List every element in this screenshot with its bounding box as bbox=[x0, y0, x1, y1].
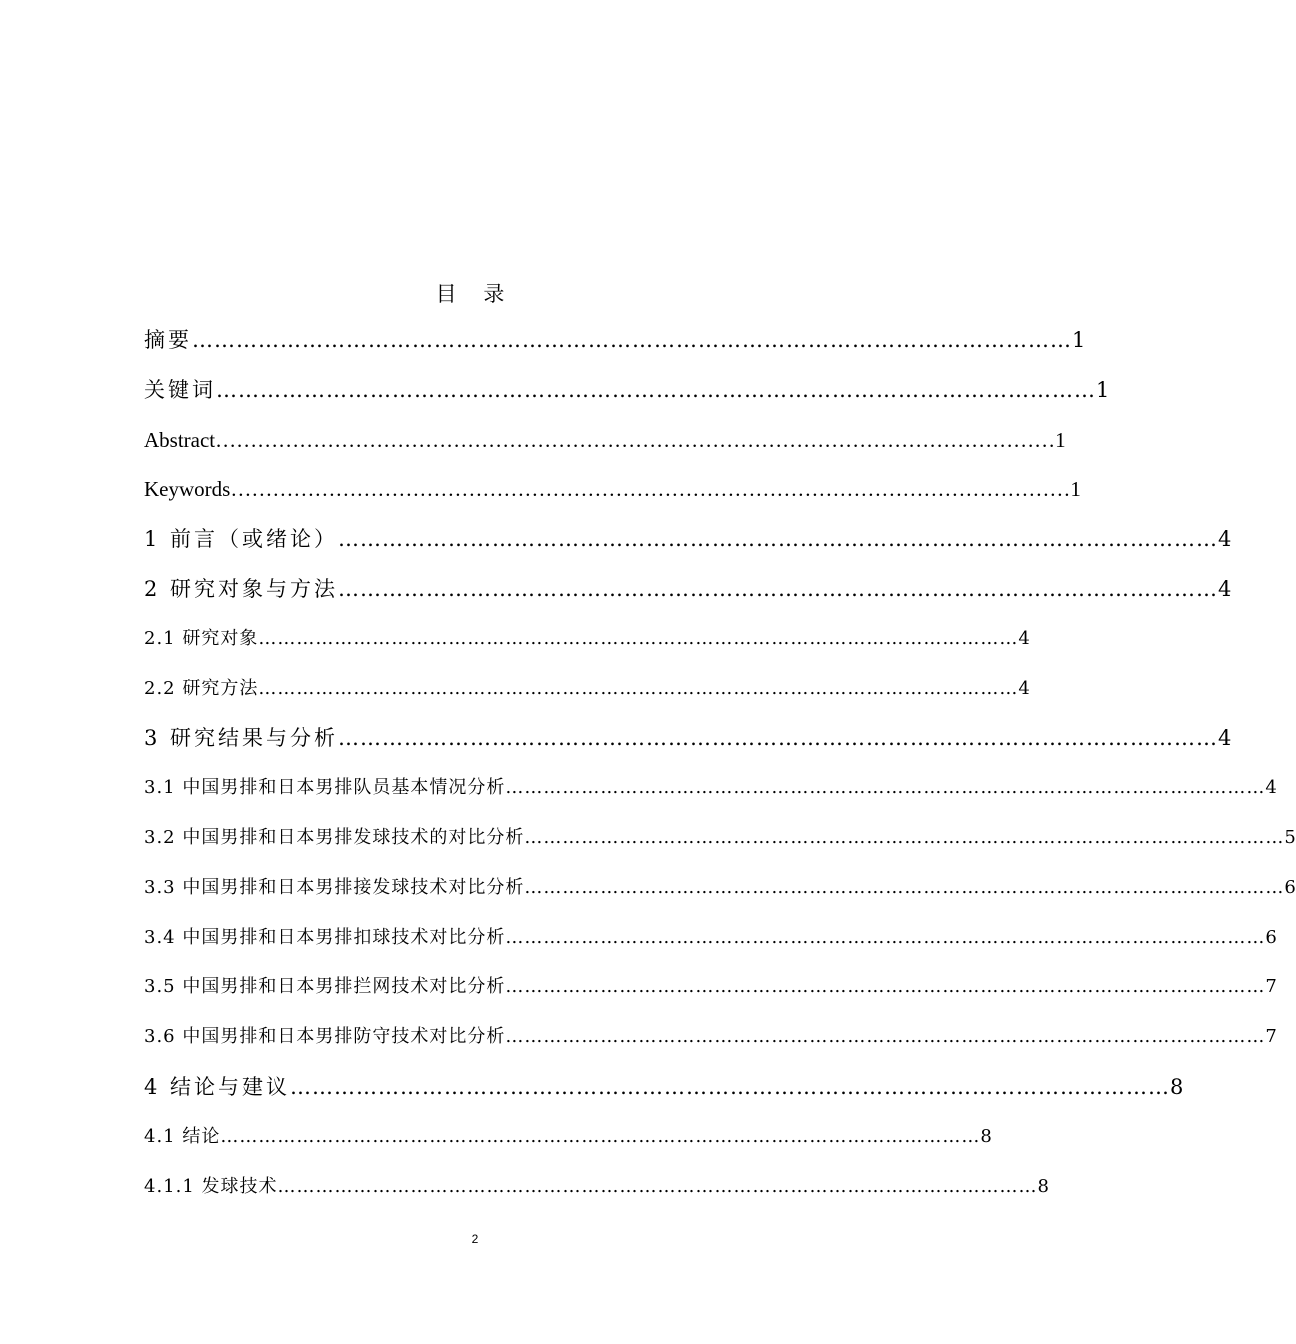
table-of-contents bbox=[144, 326, 1296, 1222]
dot-leader: ………………………………………………………………………………………………………… bbox=[277, 1175, 1038, 1197]
toc-entry-label: 3.3 中国男排和日本男排接发球技术对比分析 bbox=[144, 876, 525, 898]
toc-entry[interactable] bbox=[144, 426, 1066, 476]
toc-entry-label: 3 研究结果与分析 bbox=[144, 726, 339, 751]
dot-leader: ………………………………………………………………………………………………………… bbox=[216, 377, 1096, 402]
toc-entry-page: 7 bbox=[1265, 1026, 1277, 1048]
dot-leader: ………………………………………………………………………………………………………… bbox=[505, 926, 1266, 948]
toc-entry-page: 4 bbox=[1218, 576, 1232, 601]
toc-entry-page: 6 bbox=[1265, 926, 1277, 948]
dot-leader: ………………………………………………………………………………………………………… bbox=[524, 826, 1285, 848]
toc-entry[interactable] bbox=[144, 874, 1296, 924]
toc-entry-page: 6 bbox=[1284, 876, 1296, 898]
dot-leader: ………………………………………………………………………………………………………… bbox=[505, 777, 1266, 799]
toc-entry-page: 4 bbox=[1265, 777, 1277, 799]
page-number: 2 bbox=[471, 1232, 479, 1246]
toc-entry-page: 8 bbox=[1037, 1175, 1049, 1197]
toc-entry-label: 4.1 结论 bbox=[144, 1125, 221, 1147]
toc-entry-label: 1 前言（或绪论） bbox=[144, 527, 339, 552]
dot-leader: ………………………………………………………………………………………………………… bbox=[505, 1026, 1266, 1048]
toc-entry-label: 2.2 研究方法 bbox=[144, 677, 259, 699]
toc-entry-label: 2 研究对象与方法 bbox=[144, 576, 339, 601]
dot-leader: ………………………………………………………………………………………………………… bbox=[230, 477, 1071, 502]
toc-entry-label: 3.2 中国男排和日本男排发球技术的对比分析 bbox=[144, 826, 525, 848]
toc-entry[interactable] bbox=[144, 675, 1030, 725]
toc-entry-page: 7 bbox=[1265, 976, 1277, 998]
dot-leader: ………………………………………………………………………………………………………… bbox=[524, 876, 1285, 898]
toc-entry[interactable] bbox=[144, 1123, 992, 1173]
toc-entry[interactable] bbox=[144, 625, 1030, 675]
toc-entry[interactable] bbox=[144, 376, 1110, 426]
toc-entry-page: 1 bbox=[1070, 477, 1081, 502]
toc-entry[interactable] bbox=[144, 326, 1086, 376]
toc-entry-label: 关键词 bbox=[144, 377, 216, 402]
toc-entry-label: 2.1 研究对象 bbox=[144, 627, 259, 649]
toc-entry[interactable] bbox=[144, 475, 1081, 525]
toc-entry[interactable] bbox=[144, 525, 1232, 575]
dot-leader: ………………………………………………………………………………………………………… bbox=[338, 726, 1219, 751]
toc-entry[interactable] bbox=[144, 973, 1277, 1023]
toc-entry-label: 3.5 中国男排和日本男排拦网技术对比分析 bbox=[144, 976, 506, 998]
toc-entry[interactable] bbox=[144, 824, 1296, 874]
toc-entry-label: 4 结论与建议 bbox=[144, 1074, 291, 1099]
dot-leader: ………………………………………………………………………………………………………… bbox=[192, 328, 1072, 352]
toc-entry-page: 5 bbox=[1284, 826, 1296, 848]
toc-entry-page: 4 bbox=[1018, 677, 1030, 699]
toc-entry-label: 摘要 bbox=[144, 328, 192, 352]
toc-entry-page: 8 bbox=[1170, 1074, 1184, 1099]
toc-entry[interactable] bbox=[144, 924, 1277, 974]
toc-entry-page: 4 bbox=[1218, 726, 1232, 751]
toc-entry[interactable] bbox=[144, 1173, 1049, 1223]
toc-entry[interactable] bbox=[144, 575, 1232, 625]
dot-leader: ………………………………………………………………………………………………………… bbox=[505, 976, 1266, 998]
dot-leader: ………………………………………………………………………………………………………… bbox=[258, 677, 1019, 699]
toc-entry[interactable] bbox=[144, 1073, 1184, 1123]
toc-entry-label: 3.6 中国男排和日本男排防守技术对比分析 bbox=[144, 1026, 506, 1048]
toc-entry-label: Abstract bbox=[144, 427, 216, 452]
toc-entry-page: 1 bbox=[1055, 427, 1066, 452]
dot-leader: ………………………………………………………………………………………………………… bbox=[338, 527, 1219, 552]
dot-leader: ………………………………………………………………………………………………………… bbox=[290, 1074, 1171, 1099]
toc-entry-page: 4 bbox=[1018, 627, 1030, 649]
toc-entry[interactable] bbox=[144, 724, 1232, 774]
toc-title: 目 录 bbox=[435, 282, 515, 306]
toc-entry[interactable] bbox=[144, 774, 1277, 824]
toc-entry-label: 3.4 中国男排和日本男排扣球技术对比分析 bbox=[144, 926, 506, 948]
toc-entry-page: 1 bbox=[1096, 377, 1110, 402]
dot-leader: ………………………………………………………………………………………………………… bbox=[215, 427, 1056, 452]
toc-entry-label: Keywords bbox=[144, 477, 231, 502]
dot-leader: ………………………………………………………………………………………………………… bbox=[220, 1125, 981, 1147]
toc-entry-page: 4 bbox=[1218, 527, 1232, 552]
toc-entry-label: 3.1 中国男排和日本男排队员基本情况分析 bbox=[144, 777, 506, 799]
dot-leader: ………………………………………………………………………………………………………… bbox=[258, 627, 1019, 649]
toc-entry[interactable] bbox=[144, 1023, 1277, 1073]
dot-leader: ………………………………………………………………………………………………………… bbox=[338, 576, 1219, 601]
toc-entry-label: 4.1.1 发球技术 bbox=[144, 1175, 278, 1197]
toc-entry-page: 8 bbox=[980, 1125, 992, 1147]
toc-entry-page: 1 bbox=[1072, 328, 1086, 352]
